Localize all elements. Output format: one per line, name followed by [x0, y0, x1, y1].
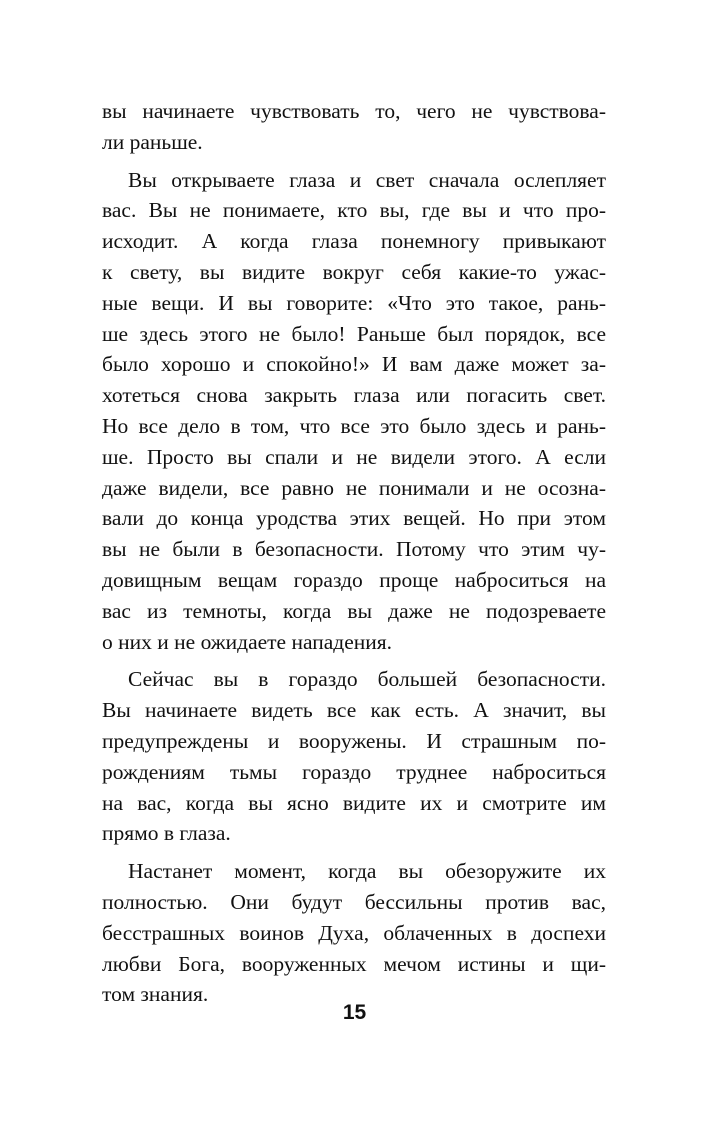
text-line: Вы начинаете видеть все как есть. А значит, вы	[102, 698, 606, 723]
page-number: 15	[342, 1001, 367, 1024]
text-line: исходит. А когда глаза понемногу привыкают	[102, 229, 606, 254]
text-line: рождениям тьмы гораздо труднее наброситься	[102, 759, 606, 784]
text-line: бесстрашных воинов Духа, облаченных в доспехи	[102, 920, 606, 945]
text-line: на вас, когда вы ясно видите их и смотрите им	[102, 790, 606, 815]
text-line: полностью. Они будут бессильны против вас,	[102, 889, 606, 914]
text-line: вас из темноты, когда вы даже не подозреваете	[102, 598, 606, 623]
text-line: ные вещи. И вы говорите: «Что это такое, рань-	[102, 290, 606, 315]
text-line: предупреждены и вооружены. И страшным по-	[102, 728, 606, 753]
text-line: было хорошо и спокойно!» И вам даже может за-	[102, 352, 606, 377]
text-line: хотеться снова закрыть глаза или погасить свет.	[102, 383, 606, 408]
text-line: к свету, вы видите вокруг себя какие-то ужас-	[102, 259, 606, 284]
text-line: довищным вещам гораздо проще наброситься на	[102, 567, 606, 592]
text-line: вали до конца уродства этих вещей. Но при этом	[102, 506, 606, 531]
text-line: Вы открываете глаза и свет сначала ослепляет	[128, 167, 606, 192]
text-line: Но все дело в том, что все это было здесь и рань-	[102, 413, 606, 438]
text-line: ше здесь этого не было! Раньше был порядок, все	[102, 321, 606, 346]
text-line: Настанет момент, когда вы обезоружите их	[128, 859, 606, 884]
text-line: вас. Вы не понимаете, кто вы, где вы и что про-	[102, 198, 606, 223]
body-text	[102, 96, 606, 1010]
text-line: вы начинаете чувствовать то, чего не чувствова-	[102, 99, 606, 123]
text-line: том знания.	[102, 982, 209, 1007]
text-line: вы не были в безопасности. Потому что этим чу-	[102, 537, 606, 562]
text-line: даже видели, все равно не понимали и не осозна-	[102, 475, 606, 500]
text-line: прямо в глаза.	[102, 821, 231, 846]
text-line: ше. Просто вы спали и не видели этого. А если	[102, 444, 606, 469]
text-line: о них и не ожидаете нападения.	[102, 629, 393, 654]
text-line: Сейчас вы в гораздо большей безопасности.	[128, 667, 606, 692]
text-line: ли раньше.	[102, 129, 203, 154]
text-line: любви Бога, вооруженных мечом истины и щи-	[102, 951, 606, 976]
